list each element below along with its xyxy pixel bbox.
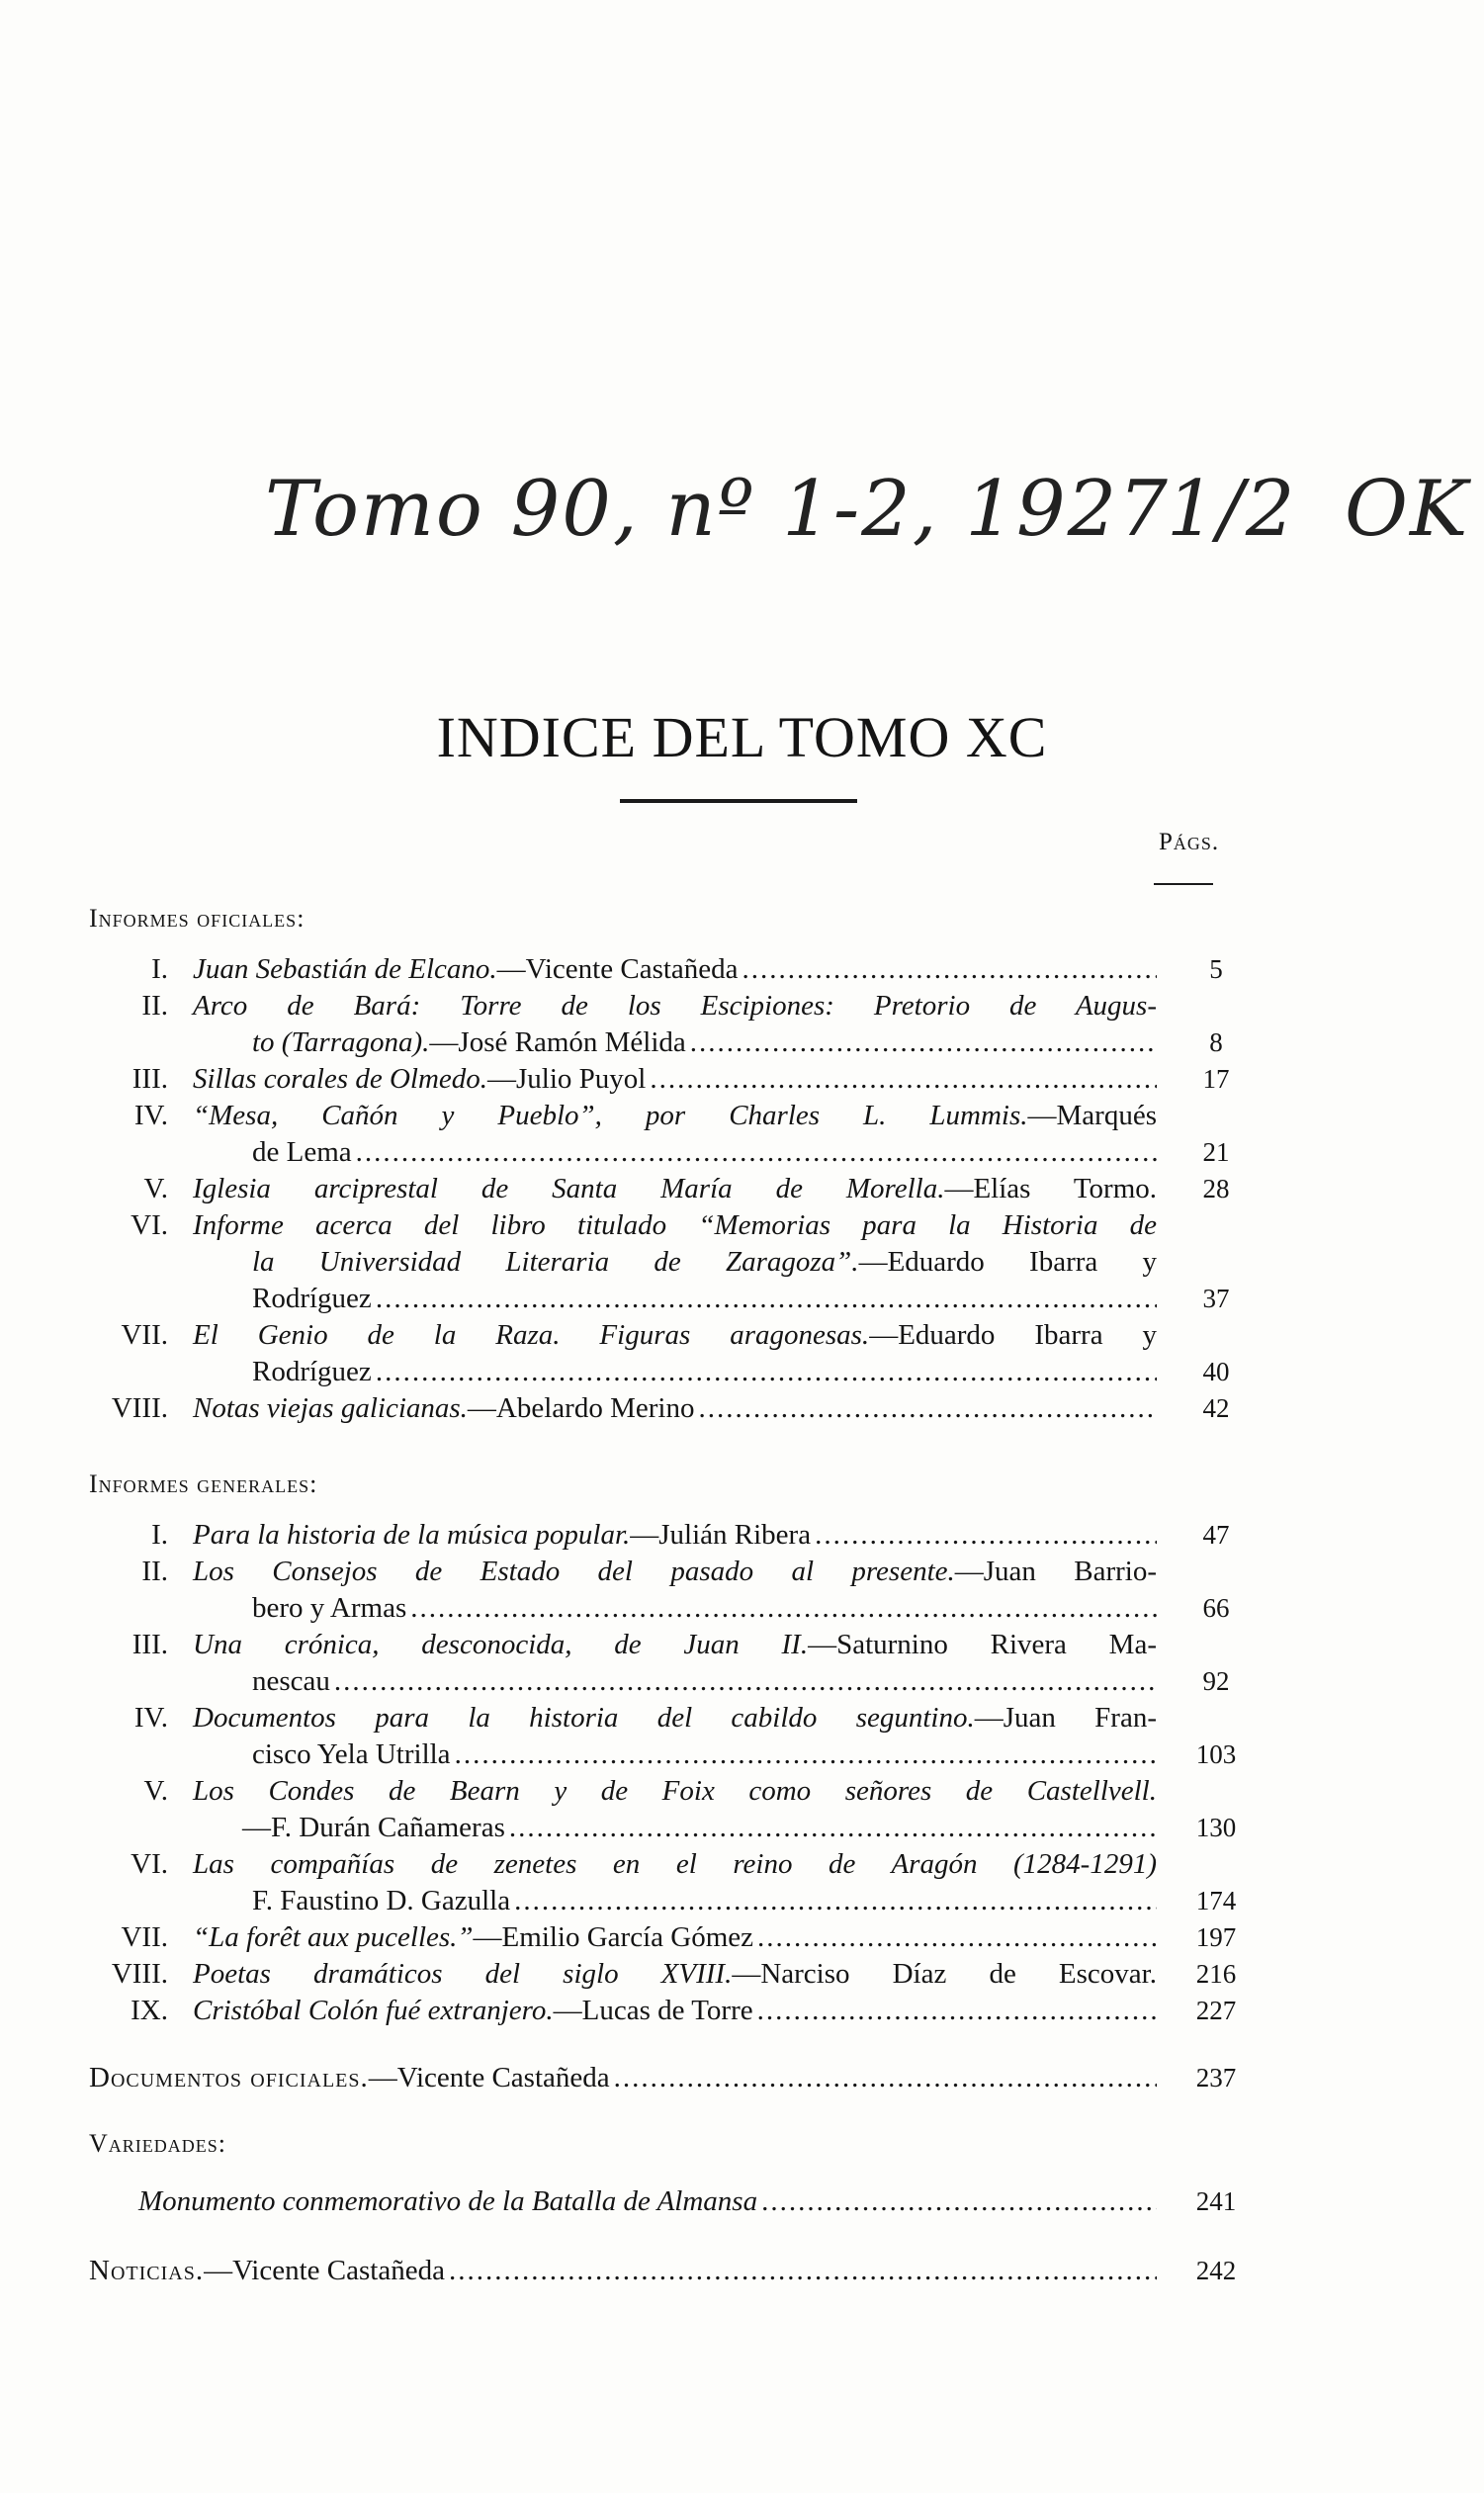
- entry-title: Monumento conmemorativo de la Batalla de Almansa: [138, 2185, 758, 2217]
- entry-title: El Genio de la Raza. Figuras aragonesas.: [193, 1319, 870, 1351]
- toc-entry: [193, 1098, 1157, 1134]
- entry-number: II.: [141, 990, 168, 1022]
- entry-page: 17: [1202, 1064, 1230, 1094]
- entry-author: bero y Armas: [252, 1592, 407, 1624]
- toc-entry-documentos: [89, 2060, 1157, 2096]
- entry-number: V.: [143, 1775, 168, 1807]
- entry-page: 47: [1202, 1520, 1230, 1550]
- entry-author: —Julián Ribera: [630, 1519, 812, 1551]
- dot-leader: [698, 1390, 1157, 1427]
- dot-leader: [815, 1517, 1157, 1554]
- section-heading-noticias: Noticias.: [89, 2255, 205, 2286]
- entry-page: 21: [1202, 1137, 1230, 1167]
- entry-number: VIII.: [111, 1958, 168, 1990]
- entry-author: —Vicente Castañeda: [496, 953, 739, 985]
- entry-title: Notas viejas galicianas.: [193, 1392, 468, 1424]
- entry-number: IV.: [133, 1100, 168, 1131]
- entry-title: Informe acerca del libro titulado “Memorias para la Historia de: [193, 1209, 1157, 1241]
- entry-author: —Juan Barrio-: [954, 1556, 1158, 1587]
- entry-number: IV.: [133, 1702, 168, 1734]
- entry-number: VI.: [131, 1848, 168, 1880]
- entry-author: F. Faustino D. Gazulla: [252, 1885, 511, 1916]
- toc-entry-continuation: [252, 1736, 1157, 1773]
- entry-author: —Abelardo Merino: [467, 1392, 695, 1424]
- entry-author: —Vicente Castañeda: [368, 2062, 610, 2093]
- toc-entry: [193, 1846, 1157, 1883]
- entry-title: Los Consejos de Estado del pasado al presente.: [193, 1556, 955, 1587]
- dot-leader: [376, 1281, 1157, 1317]
- handwritten-annotation: [237, 435, 1483, 593]
- entry-number: IX.: [131, 1995, 168, 2026]
- entry-page: 227: [1195, 1996, 1237, 2025]
- entry-author: —Vicente Castañeda: [204, 2255, 445, 2286]
- toc-entry: [193, 1773, 1157, 1810]
- dot-leader: [334, 1663, 1157, 1700]
- handwritten-ok: OK: [1345, 465, 1470, 554]
- entry-page: 242: [1195, 2256, 1237, 2285]
- entry-number: II.: [141, 1556, 168, 1587]
- toc-entry-continuation: [252, 1590, 1157, 1627]
- toc-entry: [193, 951, 1157, 988]
- entry-page: 103: [1195, 1739, 1237, 1769]
- toc-entry: [193, 1207, 1157, 1244]
- entry-title: Los Condes de Bearn y de Foix como señores de Castellvell.: [193, 1775, 1157, 1807]
- entry-author: —Emilio García Gómez: [473, 1921, 754, 1953]
- entry-author: —Julio Puyol: [487, 1063, 647, 1095]
- entry-author: nescau: [252, 1665, 330, 1697]
- dot-leader: [742, 951, 1157, 988]
- toc-entry: [193, 1700, 1157, 1736]
- section-heading-informes-generales: Informes generales:: [89, 1469, 318, 1498]
- dot-leader: [650, 1061, 1157, 1098]
- entry-author: cisco Yela Utrilla: [252, 1738, 451, 1770]
- entry-page: 37: [1202, 1284, 1230, 1313]
- section-heading-variedades: Variedades:: [89, 2129, 226, 2158]
- toc-entry-noticias: [89, 2253, 1157, 2289]
- entry-author: —Eduardo Ibarra y: [858, 1246, 1157, 1278]
- toc-entry-continuation: [252, 1883, 1157, 1919]
- entry-title: “La forêt aux pucelles.”: [193, 1921, 474, 1953]
- entry-author: —Elías Tormo.: [944, 1173, 1158, 1204]
- entry-title: Las compañías de zenetes en el reino de Aragón (1284-1291): [193, 1848, 1157, 1880]
- page-title: INDICE DEL TOMO XC: [436, 705, 1048, 769]
- entry-title: Una crónica, desconocida, de Juan II.: [193, 1629, 809, 1660]
- entry-author: —Marqués: [1027, 1100, 1157, 1131]
- entry-number: V.: [143, 1173, 168, 1204]
- toc-entry: [193, 988, 1157, 1024]
- handwritten-fraction: 1/2: [1167, 465, 1297, 554]
- toc-entry: [193, 1061, 1157, 1098]
- entry-title: Arco de Bará: Torre de los Escipiones: Pretorio de Augus-: [193, 990, 1157, 1022]
- entry-title: Documentos para la historia del cabildo seguntino.: [193, 1702, 975, 1734]
- dot-leader: [376, 1354, 1157, 1390]
- entry-author: —Eduardo Ibarra y: [869, 1319, 1157, 1351]
- toc-entry: [193, 1956, 1157, 1993]
- entry-number: III.: [131, 1063, 168, 1095]
- entry-title: Poetas dramáticos del siglo XVIII.: [193, 1958, 733, 1990]
- toc-entry-continuation: [252, 1663, 1157, 1700]
- toc-entry: [138, 2183, 1157, 2220]
- pages-header-rule: [1154, 883, 1213, 885]
- entry-author: de Lema: [252, 1136, 352, 1168]
- toc-entry: [193, 1317, 1157, 1354]
- entry-author: —Juan Fran-: [974, 1702, 1157, 1734]
- dot-leader: [757, 1919, 1157, 1956]
- entry-title: to (Tarragona).: [252, 1026, 430, 1058]
- toc-entry-continuation: [252, 1354, 1157, 1390]
- dot-leader: [509, 1810, 1157, 1846]
- toc-entry: [193, 1993, 1157, 2029]
- entry-page: 66: [1202, 1593, 1230, 1623]
- handwritten-note: Tomo 90, nº 1-2, 1927: [265, 465, 1170, 554]
- toc-entry-continuation: [242, 1810, 1157, 1846]
- entry-page: 130: [1195, 1813, 1237, 1842]
- entry-page: 5: [1209, 954, 1223, 984]
- entry-title: la Universidad Literaria de Zaragoza”.: [252, 1246, 859, 1278]
- entry-author: —Narciso Díaz de Escovar.: [732, 1958, 1157, 1990]
- dot-leader: [690, 1024, 1157, 1061]
- entry-page: 42: [1202, 1393, 1230, 1423]
- dot-leader: [757, 1993, 1157, 2029]
- entry-number: I.: [151, 1519, 168, 1551]
- dot-leader: [455, 1736, 1157, 1773]
- entry-author: —F. Durán Cañameras: [242, 1812, 505, 1843]
- entry-author: Rodríguez: [252, 1283, 372, 1314]
- entry-number: VIII.: [111, 1392, 168, 1424]
- entry-title: Cristóbal Colón fué extranjero.: [193, 1995, 554, 2026]
- entry-number: III.: [131, 1629, 168, 1660]
- entry-page: 40: [1202, 1357, 1230, 1386]
- title-rule: [620, 799, 857, 803]
- dot-leader: [514, 1883, 1157, 1919]
- toc-entry: [193, 1554, 1157, 1590]
- entry-page: 241: [1195, 2186, 1237, 2216]
- entry-title: Iglesia arciprestal de Santa María de Morella.: [193, 1173, 945, 1204]
- toc-entry: [193, 1627, 1157, 1663]
- entry-title: Juan Sebastián de Elcano.: [193, 953, 497, 985]
- entry-page: 216: [1195, 1959, 1237, 1989]
- toc-entry: [193, 1919, 1157, 1956]
- section-heading-documentos-oficiales: Documentos oficiales.: [89, 2062, 369, 2093]
- toc-entry: [193, 1390, 1157, 1427]
- toc-entry: [193, 1171, 1157, 1207]
- entry-page: 174: [1195, 1886, 1237, 1915]
- dot-leader: [356, 1134, 1157, 1171]
- toc-entry: [193, 1517, 1157, 1554]
- toc-entry-continuation: [252, 1281, 1157, 1317]
- entry-number: I.: [151, 953, 168, 985]
- entry-page: 28: [1202, 1174, 1230, 1203]
- dot-leader: [410, 1590, 1157, 1627]
- entry-page: 197: [1195, 1922, 1237, 1952]
- entry-title: Para la historia de la música popular.: [193, 1519, 631, 1551]
- dot-leader: [761, 2183, 1157, 2220]
- dot-leader: [449, 2253, 1157, 2289]
- dot-leader: [614, 2060, 1157, 2096]
- entry-page: 8: [1209, 1027, 1223, 1057]
- entry-author: —Saturnino Rivera Ma-: [808, 1629, 1157, 1660]
- entry-number: VI.: [131, 1209, 168, 1241]
- section-heading-informes-oficiales: Informes oficiales:: [89, 904, 306, 933]
- toc-entry-continuation: [252, 1134, 1157, 1171]
- entry-author: Rodríguez: [252, 1356, 372, 1387]
- toc-entry-continuation: [252, 1024, 1157, 1061]
- entry-page: 92: [1202, 1666, 1230, 1696]
- entry-page: 237: [1195, 2063, 1237, 2092]
- entry-number: VII.: [121, 1921, 168, 1953]
- entry-author: —Lucas de Torre: [553, 1995, 753, 2026]
- entry-title: Sillas corales de Olmedo.: [193, 1063, 488, 1095]
- entry-number: VII.: [121, 1319, 168, 1351]
- entry-author: —José Ramón Mélida: [429, 1026, 686, 1058]
- pages-column-header: Págs.: [1159, 829, 1220, 855]
- entry-title: “Mesa, Cañón y Pueblo”, por Charles L. Lummis.: [193, 1100, 1028, 1131]
- toc-entry-continuation: [252, 1244, 1157, 1281]
